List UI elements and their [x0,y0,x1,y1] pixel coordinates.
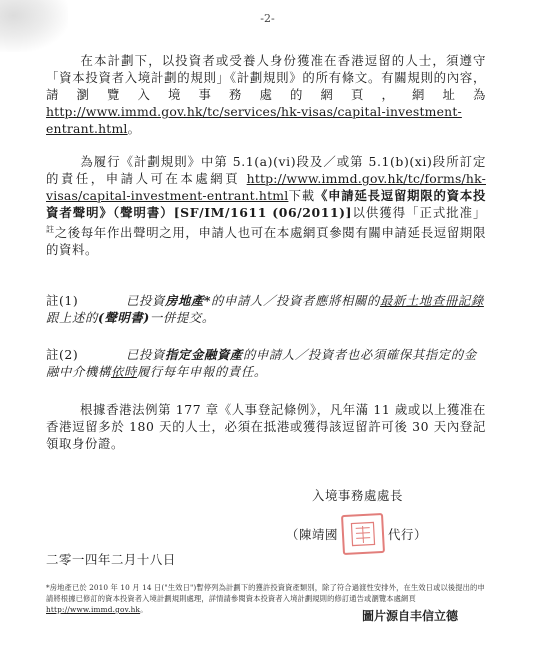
note-1 [46,292,486,326]
official-seal [341,513,385,555]
paragraph1-end: 。 [127,121,141,136]
note2-e: 履行每年申報的責任。 [136,364,267,379]
footnote-text: *房地產已於 2010 年 10 月 14 日("生效日")暫停列為計劃下的獲許投資資產類別，除了符合過渡性安排外，在生效日或以後提出的申請將根據已修訂的資本投資者入境計劃規則處理，詳情請參閱資本投資者入境計劃規則的修訂通告或瀏覽本處網頁 [46,583,485,603]
note2-label: 註(2) [46,347,79,362]
note2-c: 的申請人／投資者也必須確保其指定的金融中介機構 [46,347,477,379]
form-note: （聲明書） [112,205,174,220]
form-code: [SF/IM/1611 (06/2011)] [173,205,353,220]
signatory-title: 入境事務處處長 [312,488,403,503]
footnote-end: 。 [140,605,148,614]
paragraph-scheme-rules [46,52,486,137]
declaration-form-link[interactable]: http://www.immd.gov.hk/tc/forms/hk-visas/capital-investment-entrant.html [46,171,486,203]
signatory-name: （陳靖國 [286,527,338,542]
note-2 [46,346,486,380]
footnote-marker: 註 [46,225,55,234]
scheme-rules-link[interactable]: http://www.immd.gov.hk/tc/services/hk-visas/capital-investment-entrant.html [46,104,462,136]
footnote-link[interactable]: http://www.immd.gov.hk [46,605,141,614]
signatory-suffix: 代行） [387,527,427,542]
note1-a: 已投資 [126,293,165,308]
paragraph2-text-c: 以供獲得「正式批准」 [352,205,487,220]
note1-e: 跟上述的 [46,310,98,325]
seal-icon [349,520,376,547]
signatory-line [286,514,427,554]
image-credit: 圖片源自丰信立德 [362,609,459,623]
note1-g: 一併提交。 [149,310,215,325]
paragraph3-text: 根據香港法例第 177 章《人事登記條例》，凡年滿 11 歲或以上獲准在香港逗留多於 180 天的人士，必須在抵港或獲得該逗留許可後 30 天內登記領取身份證。 [46,402,486,451]
paragraph2-text-b: 下載 [288,188,315,203]
document-date: 二零一四年二月十八日 [46,552,176,567]
note2-a: 已投資 [126,347,165,362]
paragraph-declaration [46,153,486,258]
page-number: -2- [260,12,275,25]
paragraph2-text-a: 為履行《計劃規則》中第 5.1(a)(vi)段及／或第 5.1(b)(xi)段所訂定的責任，申請人可在本處網頁 [46,154,486,186]
note1-label: 註(1) [46,293,79,308]
note1-d: 最新土地查冊記錄 [379,293,484,308]
note2-b: 指定金融資產 [164,347,243,362]
paragraph2-text-d: 之後每年作出聲明之用，申請人也可在本處網頁參閱有關申請延長逗留期限的資料。 [46,225,486,258]
note1-c: 的申請人／投資者應將相關的 [211,293,380,308]
paragraph-registration [46,401,486,452]
scan-smudge [0,0,68,52]
paragraph1-text: 在本計劃下，以投資者或受養人身份獲准在香港逗留的人士，須遵守「資本投資者入境計劃的規則」《計劃規則》的所有條文。有關規則的內容，請瀏覽入境事務處的網頁，網址為 [46,53,486,102]
note1-f: (聲明書) [97,310,150,325]
form-name: 《申請延長逗留期限的資本投資者聲明》 [46,188,486,220]
note1-b: 房地產* [164,293,212,308]
note2-d: 依時 [110,364,137,379]
